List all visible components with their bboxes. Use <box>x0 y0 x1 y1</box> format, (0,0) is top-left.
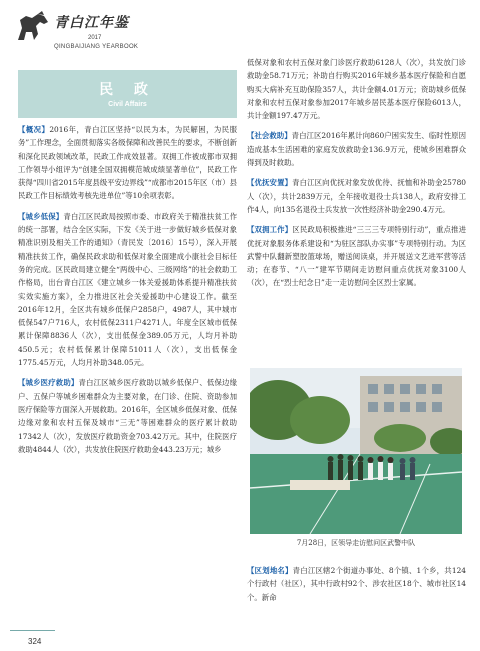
paragraph-tag: 【概况】 <box>18 125 50 134</box>
paragraph-min-living <box>18 210 237 370</box>
paragraph-text: 青白江区城乡医疗救助以城乡低保户、低保边缘户、五保户等城乡困难群众为主要对象，在门诊、住院、资助参加医疗保险等方面深入开展救助。2016年，全区城乡低保对象、低保边缘对象和农村五保及城市“三无”等困难群众的医疗累计救助17342人（次），发放医疗救助资金703.42万元。其中，住院医疗救助4844人（次），共发放住院医疗救助金443.23万元；城乡 <box>18 378 237 454</box>
yearbook-header <box>14 10 214 58</box>
paragraph-tag: 【城乡低保】 <box>18 211 64 221</box>
paragraph-tag: 【双拥工作】 <box>247 225 293 235</box>
paragraph-medical-aid <box>18 376 237 456</box>
page-number: 324 <box>28 637 42 646</box>
page-number-rule <box>10 630 55 631</box>
photo-caption: 7月28日，区领导走访慰问区武警中队 <box>296 539 416 547</box>
horse-logo-icon <box>14 10 54 46</box>
paragraph-text: 青白江区2016年累计向860户困实发生、临时性原因造成基本生活困难的家庭发放救助金136.9万元，使城乡困难群众得到及时救助。 <box>247 131 466 168</box>
paragraph-medical-aid-cont <box>247 56 466 122</box>
left-column <box>18 123 237 456</box>
paragraph-text: 青白江区民政局按照市委、市政府关于精准扶贫工作的统一部署，结合全区实际，下发《关于进一步做好城乡低保对象精准识别及相关工作的通知》（青民发〔2016〕15号），深入开展精准扶贫工作，确保民政求助和低保对象全面建成小康社会目标任务的完成。区民政局建立健全“两级中心、三级网络”的社会救助工作格局，出台青白江区《建立城乡一体关爱援助体系提升精准扶贫实效实施方案》，全力推进区社会关爱援助中心建设工作。截至2016年12月，全区共有城乡低保户2858户，4987人，其中城市低保547户716人，农村低保2311户4271人。年度全区城市低保累计保障8836人（次），支出低保金389.05万元，人均月补助450.5元；农村低保累计保障51011人（次），支出低保金1775.45万元，人均月补助348.05元。 <box>18 211 237 368</box>
paragraph-tag: 【区划地名】 <box>247 566 293 575</box>
paragraph-social-aid <box>247 129 466 169</box>
paragraph-text: 青白江区辖2个街道办事处、8个镇、1个乡，共124个行政村（社区），其中行政村92个、涉农社区18个、城市社区14个。新命 <box>247 566 466 602</box>
paragraph-text: 区民政局积极推进“三三三专项特别行动”，重点推进优抚对象服务体系建设和“为驻区部队办实事”专项特别行动。为区武警中队翻新塑胶篮球场，赠送阅读桌，并开展送文艺进军营等活动；在春节、“八一”建军节期间走访慰问重点优抚对象3100人（次），在“烈士纪念日”走一走访慰问全区烈士家属。 <box>247 225 466 288</box>
paragraph-overview <box>18 123 237 203</box>
right-column-bottom <box>247 564 466 604</box>
paragraph-tag: 【社会救助】 <box>247 131 292 141</box>
paragraph-military-support <box>247 223 466 289</box>
right-column <box>247 56 466 290</box>
section-title-en: Civil Affairs <box>108 101 147 108</box>
event-photo-illustration <box>250 368 462 534</box>
paragraph-tag: 【城乡医疗救助】 <box>18 378 79 388</box>
yearbook-title-en: QINGBAIJIANG YEARBOOK <box>54 44 139 50</box>
event-photo <box>250 368 462 534</box>
yearbook-title-cn: 青白江年鉴 <box>54 15 129 31</box>
paragraph-tag: 【优抚安置】 <box>247 178 293 188</box>
paragraph-veterans <box>247 176 466 216</box>
paragraph-text: 2016年，青白江区坚持“以民为本，为民解困，为民服务”工作理念，全面贯彻落实各级保障和改善民生的要求，不断创新和深化民政领域改革，民政工作成效显著。双拥工作被成都市双拥工作领导小组评为“创建全国双拥模范城成绩显著单位”，民政工作获得“四川省2015年度县级平安边界线”“成都市2015年区（市）县民政工作目标绩效考核先进单位”等10余项表彰。 <box>18 125 237 201</box>
section-title-band <box>18 70 237 118</box>
section-title-cn: 民 政 <box>99 82 156 98</box>
yearbook-year: 2017 <box>88 35 102 41</box>
paragraph-text: 低保对象和农村五保对象门诊医疗救助6128人（次），共发放门诊救助金58.71万元；补助自行购买2016年城乡基本医疗保险和自愿购买大病补充互助保险357人，共计金额4.01万元；资助城乡低保对象和农村五保对象参加2017年城乡居民基本医疗保险6013人，共计金额197.47万元。 <box>247 58 466 121</box>
paragraph-admin-divisions <box>247 564 466 604</box>
paragraph-text: 青白江区向优抚对象发放优待、抚恤和补助金25780人（次），共计2839万元，全年接收退役士兵138人，政府安排工作4人，向135名退役士兵发放一次性经济补助金290.4万元。 <box>247 178 466 214</box>
